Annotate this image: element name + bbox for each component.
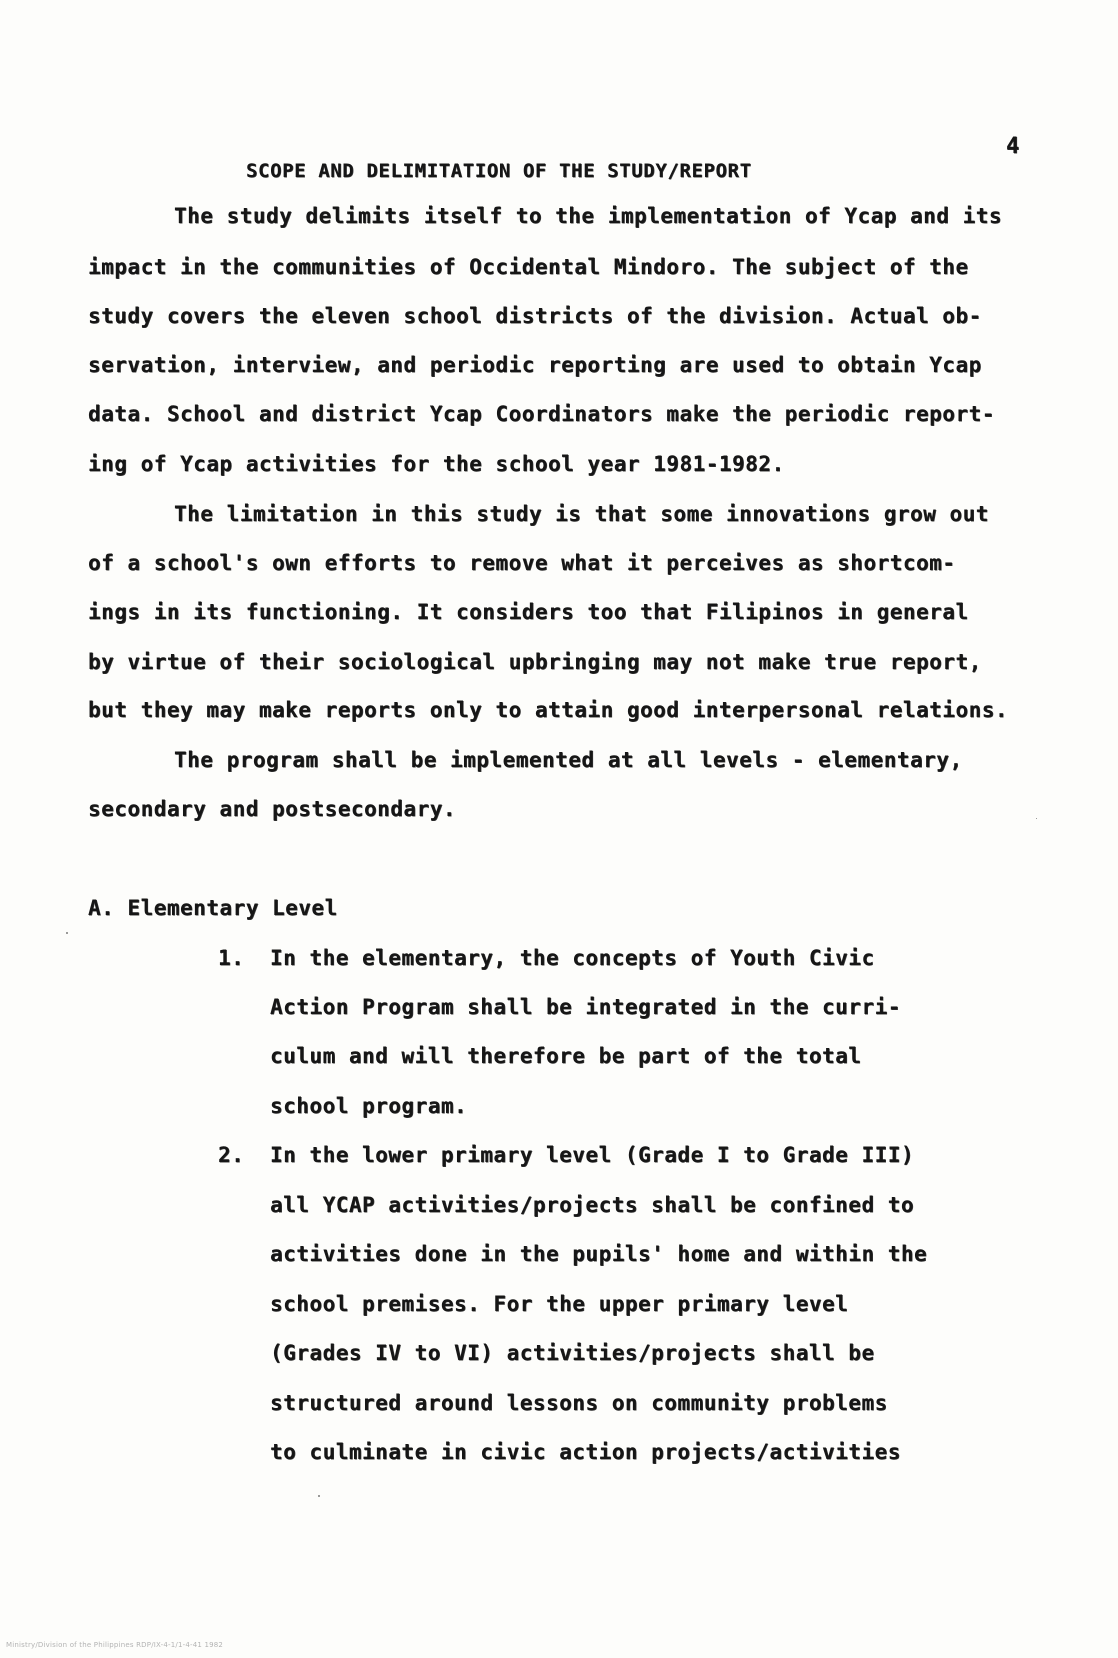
list-item-line: to culminate in civic action projects/activities: [270, 1440, 901, 1464]
list-item-line: activities done in the pupils' home and within the: [270, 1242, 928, 1266]
section-title: SCOPE AND DELIMITATION OF THE STUDY/REPORT: [246, 160, 752, 182]
paragraph-line: The limitation in this study is that some innovations grow out: [174, 502, 989, 526]
subsection-heading: A. Elementary Level: [88, 896, 338, 920]
paragraph-line: impact in the communities of Occidental Mindoro. The subject of the: [88, 255, 969, 279]
list-item-line: structured around lessons on community problems: [270, 1391, 888, 1415]
paragraph-line: ings in its functioning. It considers too that Filipinos in general: [88, 600, 969, 624]
paragraph-line: The study delimits itself to the implementation of Ycap and its: [174, 204, 1003, 228]
page-number: 4: [1006, 134, 1020, 159]
scan-speck: [66, 932, 68, 934]
list-item-line: (Grades IV to VI) activities/projects shall be: [270, 1341, 875, 1365]
paragraph-line: data. School and district Ycap Coordinators make the periodic report-: [88, 402, 995, 426]
paragraph-line: The program shall be implemented at all levels - elementary,: [174, 748, 963, 772]
list-item-number: 2.: [218, 1143, 245, 1167]
scan-speck: [318, 1495, 320, 1497]
list-item-line: school program.: [270, 1094, 468, 1118]
list-item-line: In the lower primary level (Grade I to Grade III): [270, 1143, 915, 1167]
list-item-number: 1.: [218, 946, 245, 970]
paragraph-line: servation, interview, and periodic reporting are used to obtain Ycap: [88, 353, 982, 377]
scan-speck: [1036, 818, 1037, 819]
paragraph-line: of a school's own efforts to remove what it perceives as shortcom-: [88, 551, 956, 575]
list-item-line: school premises. For the upper primary level: [270, 1292, 849, 1316]
paragraph-line: but they may make reports only to attain good interpersonal relations.: [88, 698, 1009, 722]
list-item-line: Action Program shall be integrated in the curri-: [270, 995, 901, 1019]
paragraph-line: secondary and postsecondary.: [88, 797, 457, 821]
list-item-line: all YCAP activities/projects shall be confined to: [270, 1193, 915, 1217]
scan-footer: Ministry/Division of the Philippines RDP/IX-4-1/1-4-41 1982: [6, 1641, 224, 1649]
paragraph-line: by virtue of their sociological upbringing may not make true report,: [88, 650, 982, 674]
list-item-line: In the elementary, the concepts of Youth Civic: [270, 946, 875, 970]
paragraph-line: study covers the eleven school districts of the division. Actual ob-: [88, 304, 982, 328]
list-item-line: culum and will therefore be part of the total: [270, 1044, 862, 1068]
paragraph-line: ing of Ycap activities for the school year 1981-1982.: [88, 452, 785, 476]
